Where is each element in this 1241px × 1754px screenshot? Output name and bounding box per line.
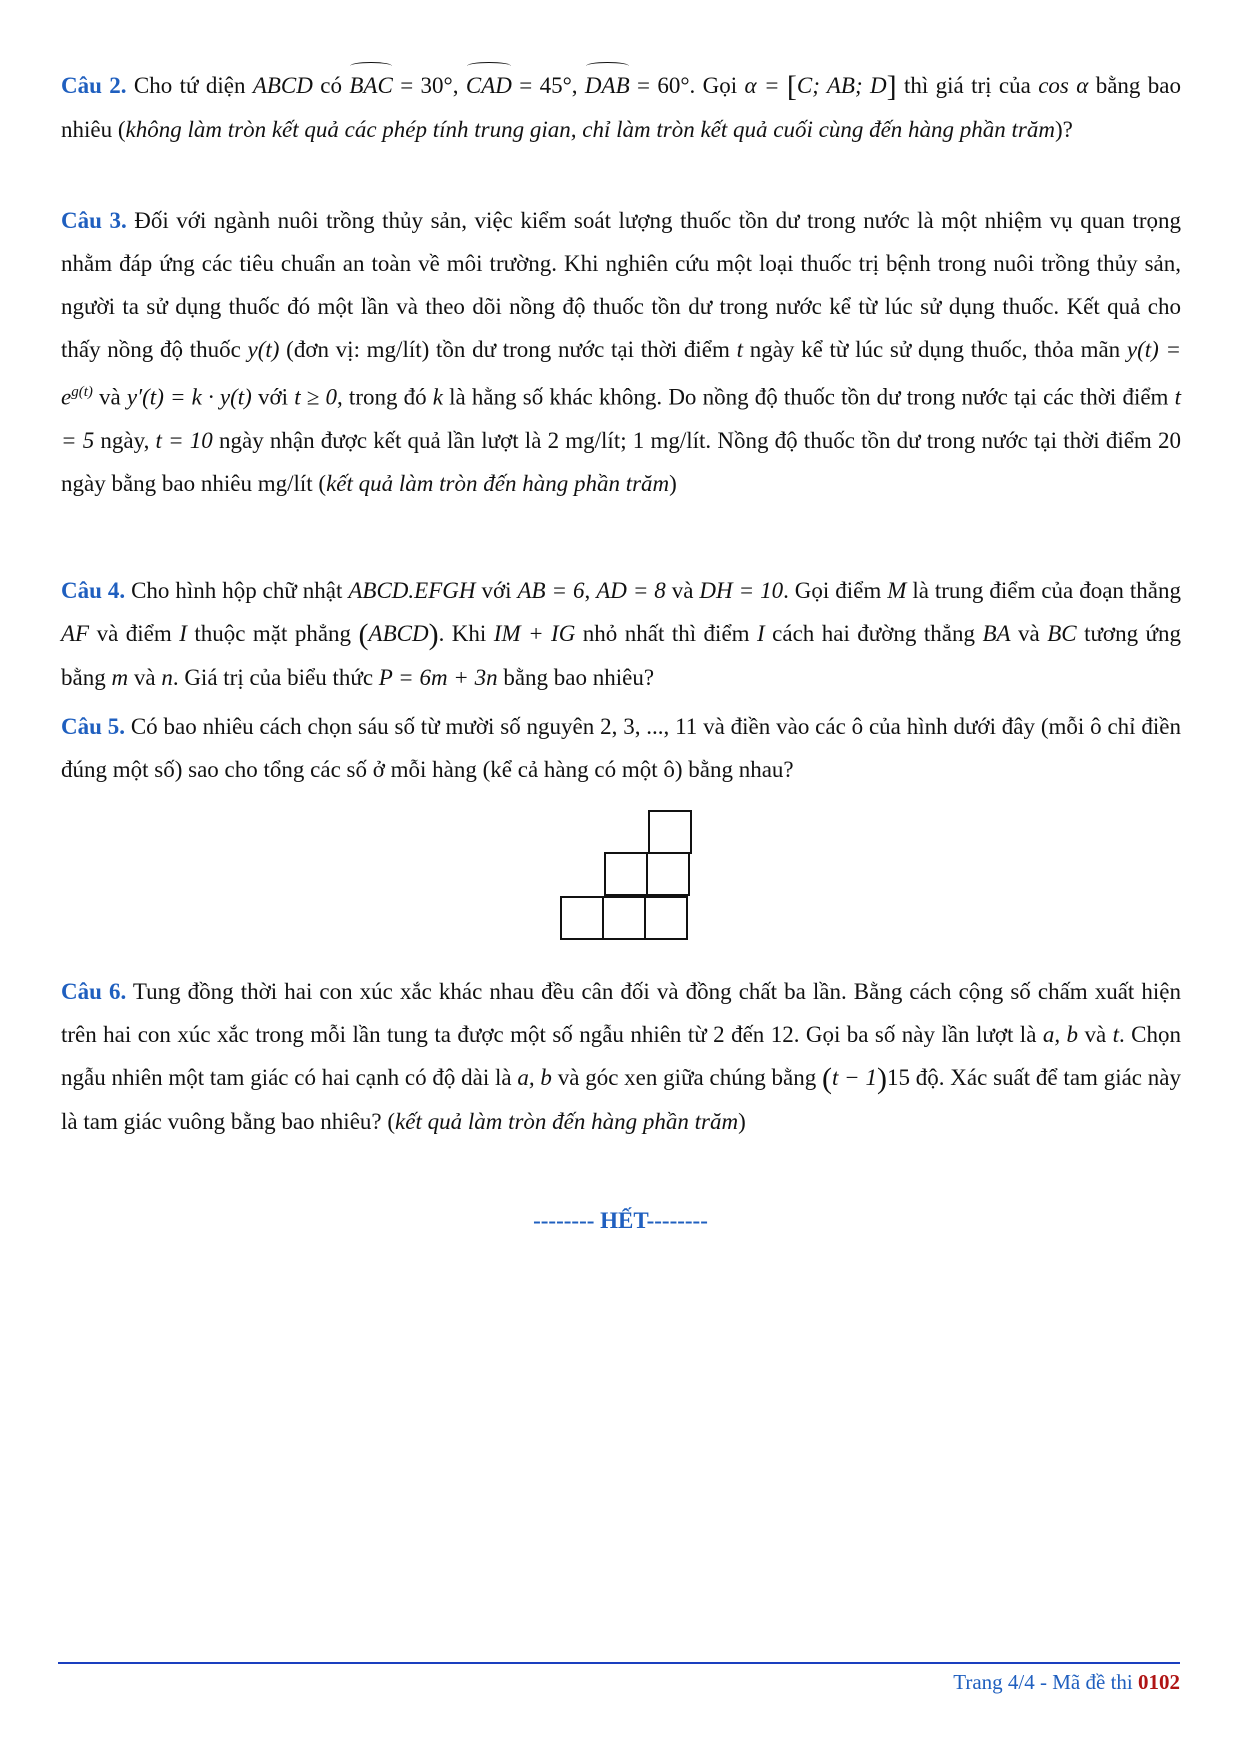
- text: với: [251, 384, 295, 410]
- math: BC: [1047, 621, 1077, 646]
- math: I: [757, 621, 765, 646]
- text: ): [669, 470, 677, 496]
- grid-cell: [648, 810, 692, 854]
- question-label: Câu 4.: [61, 578, 126, 603]
- footer-page-text: Trang 4/4 - Mã đề thi: [953, 1670, 1138, 1694]
- text: và: [128, 665, 162, 690]
- question-3: [61, 199, 1181, 505]
- text: , trong đó: [337, 384, 433, 410]
- math: m: [111, 665, 129, 690]
- text: ): [738, 1109, 746, 1134]
- text: nhỏ nhất thì điểm: [575, 621, 758, 646]
- math: t = 5: [61, 384, 1181, 453]
- text: và điểm: [89, 621, 180, 646]
- math: 2, 3, ..., 11: [600, 714, 698, 739]
- question-5: [61, 705, 1181, 791]
- math: 12: [770, 1022, 794, 1047]
- math: cos α: [1038, 73, 1089, 98]
- text: đến: [724, 1022, 771, 1047]
- math-sup: g(t): [71, 384, 93, 400]
- text: (đơn vị: mg/lít) tồn dư trong nước tại thời điểm: [279, 337, 737, 362]
- grid-cell: [560, 896, 604, 940]
- angle-dab: DAB: [585, 64, 630, 107]
- bracket: [: [786, 70, 797, 103]
- rounding-note: kết quả làm tròn đến hàng phần trăm: [326, 470, 670, 496]
- text: và điền vào các ô của hình dưới đây (mỗi ô chỉ điền đúng một số) sao cho tổng các số ở mỗi hàng (kể cả hàng có một ô) bằng nhau?: [61, 714, 1182, 782]
- text: bằng bao nhiêu?: [497, 665, 655, 690]
- grid-cell: [646, 852, 690, 896]
- math: t − 1: [832, 1065, 877, 1090]
- grid-cell: [602, 896, 646, 940]
- text: Đối với ngành nuôi trồng thủy sản, việc kiểm soát lượng thuốc tồn dư trong nước là một nhiệm vụ quan trọng nhằm đáp ứng các tiêu chuẩn an toàn về môi trường. Khi nghiên cứu một loại thuốc trị bệnh trong nuôi trồng thủy sản, người ta sử dụng thuốc đó một lần và theo dõi nồng độ thuốc tồn dư trong nước kể từ lúc sử dụng thuốc. Kết quả cho thấy nồng độ thuốc: [61, 208, 1181, 362]
- text: . Gọi điểm: [783, 578, 888, 603]
- text: . Giá trị của biểu thức: [172, 665, 379, 690]
- text: và góc xen giữa chúng bằng: [551, 1065, 822, 1090]
- text: và: [665, 578, 700, 603]
- paren: ): [876, 1062, 887, 1095]
- math: C; AB; D: [796, 73, 887, 98]
- grid-cell: [644, 896, 688, 940]
- math: n: [161, 665, 173, 690]
- math: AF: [61, 621, 90, 646]
- question-label: Câu 2.: [61, 73, 127, 98]
- text: = 30°,: [392, 73, 466, 98]
- text: thuộc mặt phẳng: [186, 621, 359, 646]
- text: tương ứng bằng: [61, 621, 1182, 690]
- math: k: [432, 384, 443, 410]
- math: t ≥ 0: [294, 384, 338, 410]
- exam-code: 0102: [1138, 1670, 1180, 1694]
- math: ABCD: [368, 621, 429, 646]
- math: y′(t) = k · y(t): [126, 384, 252, 410]
- end-marker: -------- HẾT--------: [533, 1208, 708, 1233]
- math: α =: [744, 73, 787, 98]
- text: là trung điểm của đoạn thẳng: [906, 578, 1181, 603]
- text: bằng bao nhiêu (: [61, 73, 1181, 142]
- math: ABCD.EFGH: [348, 578, 476, 603]
- math: AD = 8: [596, 578, 666, 603]
- text: Tung đồng thời hai con xúc xắc khác nhau đều cân đối và đồng chất ba lần. Bằng cách cộng số chấm xuất hiện trên hai con xúc xắc trong mỗi lần tung ta được một số ngẫu nhiên từ: [61, 979, 1181, 1047]
- page-footer: [953, 1670, 1180, 1695]
- math: DH = 10: [699, 578, 784, 603]
- math: I: [179, 621, 187, 646]
- math: IM + IG: [493, 621, 576, 646]
- text: là hằng số khác không. Do nồng độ thuốc tồn dư trong nước tại các thời điểm: [443, 384, 1175, 410]
- math: AB = 6: [517, 578, 585, 603]
- text: Cho hình hộp chữ nhật: [125, 578, 349, 603]
- text: ngày nhận được kết quả lần lượt là 2 mg/lít; 1 mg/lít. Nồng độ thuốc tồn dư trong nước tại thời điểm 20 ngày bằng bao nhiêu mg/lít (: [61, 427, 1181, 496]
- text: ngày,: [94, 427, 156, 453]
- math: y(t): [247, 337, 280, 362]
- text: Cho tứ diện: [126, 73, 253, 98]
- math: P = 6m + 3n: [378, 665, 498, 690]
- text: cách hai đường thẳng: [764, 621, 983, 646]
- text: . Chọn ngẫu nhiên một tam giác có hai cạnh có độ dài là: [61, 1022, 1181, 1090]
- math: ABCD: [252, 73, 313, 98]
- math: BA: [982, 621, 1011, 646]
- math: t: [1112, 1022, 1119, 1047]
- math: a, b: [1042, 1022, 1079, 1047]
- math: t = 10: [155, 427, 213, 453]
- text: và: [1010, 621, 1048, 646]
- grid-cell: [604, 852, 648, 896]
- math: a, b: [517, 1065, 552, 1090]
- rounding-note: không làm tròn kết quả các phép tính trung gian, chỉ làm tròn kết quả cuối cùng đến hàng phần trăm: [125, 117, 1055, 142]
- angle-cad: CAD: [466, 64, 512, 107]
- math: t: [736, 337, 743, 362]
- text: = 60°.: [629, 73, 696, 98]
- question-label: Câu 3.: [61, 208, 127, 233]
- text: Gọi: [695, 73, 745, 98]
- text: Có bao nhiêu cách chọn sáu số từ mười số nguyên: [125, 714, 601, 739]
- question-label: Câu 6.: [61, 979, 127, 1004]
- question-4: Câu 4. Cho hình hộp chữ nhật ABCD.EFGH với AB = 6, AD = 8 và DH = 10. Gọi điểm M là trung điểm của đoạn thẳng AF và điểm I thuộc mặt phẳng (ABCD). Khi IM + IG nhỏ nhất thì điểm I cách hai đường thẳng BA và BC tương ứng bằng m và n. Giá trị của biểu thức P = 6m + 3n bằng bao nhiêu?: [61, 578, 1182, 690]
- text: . Khi: [438, 621, 494, 646]
- math: 2: [713, 1022, 725, 1047]
- rounding-note: kết quả làm tròn đến hàng phần trăm: [395, 1109, 739, 1134]
- math: M: [887, 578, 907, 603]
- paren: (: [822, 1062, 832, 1095]
- bracket: ]: [886, 70, 897, 103]
- math: y(t) = e: [61, 337, 1182, 410]
- text: ,: [584, 578, 597, 603]
- question-label: Câu 5.: [61, 714, 125, 739]
- text: = 45°,: [511, 73, 585, 98]
- text: ngày kể từ lúc sử dụng thuốc, thỏa mãn: [742, 337, 1127, 362]
- text: )?: [1054, 117, 1073, 142]
- footer-divider: [58, 1662, 1180, 1664]
- text: và: [1078, 1022, 1113, 1047]
- question-6: [61, 970, 1181, 1143]
- text: 15 độ. Xác suất để tam giác này là tam giác vuông bằng bao nhiêu? (: [61, 1065, 1181, 1134]
- angle-bac: BAC: [349, 64, 392, 107]
- text: có: [312, 73, 350, 98]
- text: với: [475, 578, 518, 603]
- question-2: [61, 64, 1181, 151]
- text: thì giá trị của: [896, 73, 1039, 98]
- text: và: [92, 384, 127, 410]
- text: . Gọi ba số này lần lượt là: [793, 1022, 1043, 1047]
